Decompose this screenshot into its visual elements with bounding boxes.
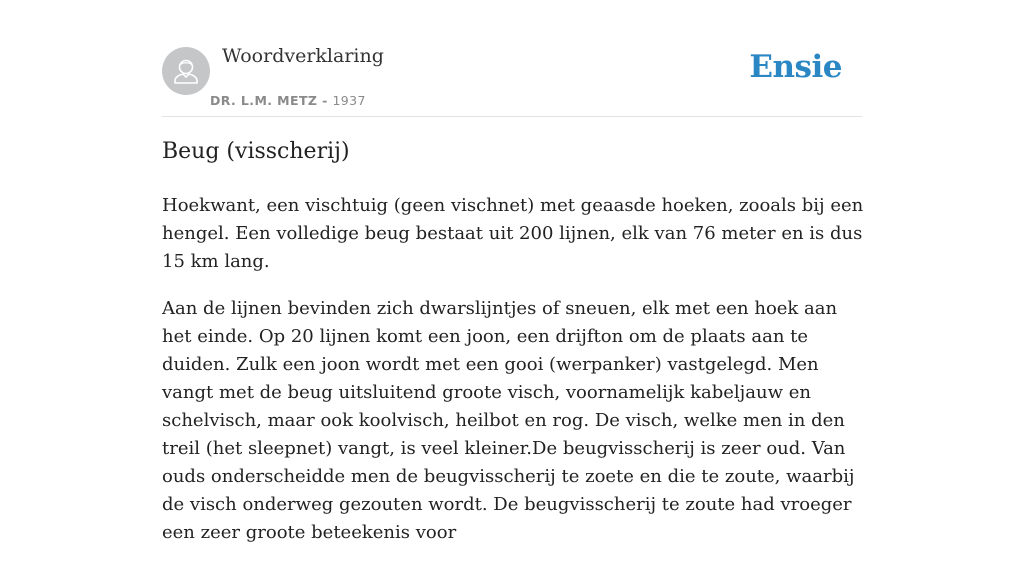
entry-title: Beug (visscherij) — [162, 139, 350, 164]
source-header — [162, 40, 862, 117]
entry-body — [162, 192, 868, 566]
source-title[interactable]: Woordverklaring — [222, 45, 384, 67]
publication-year: 1937 — [332, 93, 366, 108]
author-avatar[interactable] — [162, 47, 210, 95]
entry-paragraph: Hoekwant, een vischtuig (geen vischnet) met geaasde hoeken, zooals bij een hengel. Een volledige beug bestaat uit 200 lijnen, elk van 76 meter en is dus 15 km lang. — [162, 195, 864, 272]
entry-paragraph: Aan de lijnen bevinden zich dwarslijntjes of sneuen, elk met een hoek aan het einde. Op 20 lijnen komt een joon, een drijfton om de plaats aan te duiden. Zulk een joon wordt met een gooi (werpanker) vastgelegd. Men vangt met de beug uitsluitend groote visch, voornamelijk kabeljauw en schelvisch, maar ook koolvisch, heilbot en rog. De visch, welke men in den treil (het sleepnet) vangt, is veel kleiner.De beugvisscherij is zeer oud. Van ouds onderscheidde men de beugvisscherij te zoete en die te zoute, waarbij de visch onderweg gezouten wordt. De beugvisscherij te zoute had vroeger een zeer groote beteekenis voor — [162, 298, 855, 543]
ensie-logo[interactable]: Ensie — [749, 49, 842, 85]
author-name[interactable]: DR. L.M. METZ — [210, 93, 318, 108]
user-icon — [162, 47, 210, 95]
source-meta: DR. L.M. METZ - 1937 — [210, 93, 366, 108]
